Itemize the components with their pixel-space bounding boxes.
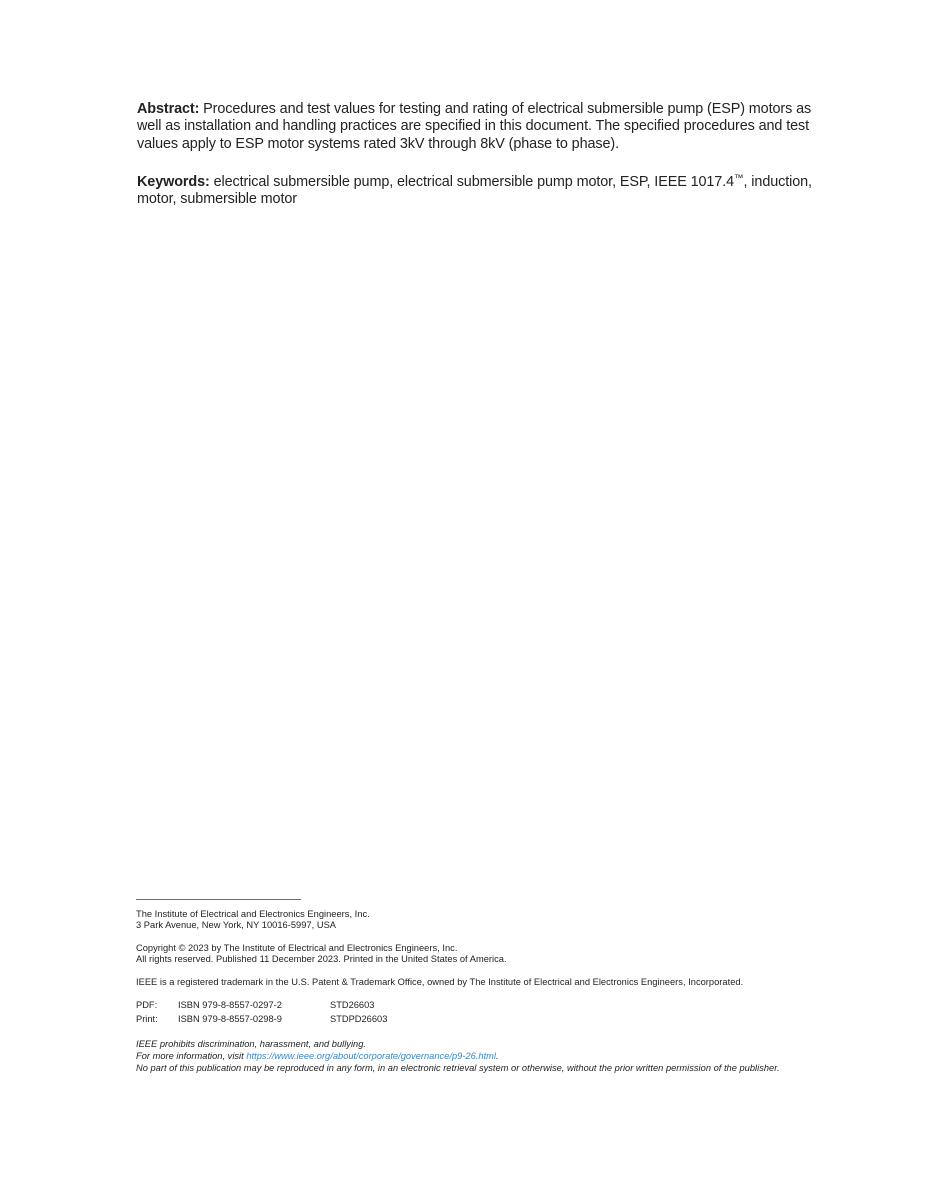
keywords-text-primary: electrical submersible pump, electrical submersible pump motor, ESP, IEEE 1017.4	[209, 173, 735, 190]
isbn-format-label: Print:	[136, 1013, 158, 1024]
legal-notices-block	[136, 1038, 820, 1075]
table-row	[136, 999, 387, 1013]
table-row	[136, 1013, 387, 1027]
std-code: STD26603	[330, 1000, 375, 1011]
colophon-block	[136, 899, 820, 1075]
trademark-icon: ™	[734, 172, 744, 184]
isbn-format-label: PDF:	[136, 1000, 158, 1011]
publisher-address: 3 Park Avenue, New York, NY 10016-5997, USA	[136, 920, 337, 931]
abstract-keywords-block	[137, 101, 815, 208]
trademark-notice: IEEE is a registered trademark in the U.S. Patent & Trademark Office, owned by The Institute of Electrical and Electronics Engineers, Incorporated.	[136, 976, 744, 987]
nondiscrimination-notice: IEEE prohibits discrimination, harassment, and bullying.	[136, 1039, 366, 1050]
more-information-prefix: For more information, visit	[136, 1051, 247, 1062]
isbn-table	[136, 999, 387, 1026]
copyright-line: Copyright © 2023 by The Institute of Electrical and Electronics Engineers, Inc.	[136, 942, 458, 953]
reproduction-notice: No part of this publication may be reproduced in any form, in an electronic retrieval system or otherwise, without the prior written permission of the publisher.	[136, 1063, 780, 1074]
footnote-separator-rule	[136, 899, 301, 900]
rights-reserved-line: All rights reserved. Published 11 December 2023. Printed in the United States of America.	[136, 954, 507, 965]
keywords-text-secondary: , induction, motor, submersible motor	[137, 173, 812, 208]
more-information-suffix: .	[496, 1051, 499, 1062]
abstract-text: Procedures and test values for testing and rating of electrical submersible pump (ESP) motors as well as installation and handling practices are specified in this document. The specified procedures and test values apply to ESP motor systems rated 3kV through 8kV (phase to phase).	[137, 101, 812, 152]
isbn-number: ISBN 979-8-8557-0297-2	[178, 1000, 282, 1011]
governance-policy-link[interactable]: https://www.ieee.org/about/corporate/governance/p9-26.html	[246, 1051, 497, 1062]
keywords-paragraph	[137, 170, 815, 209]
more-information-line	[136, 1050, 820, 1062]
keywords-label: Keywords:	[137, 173, 210, 190]
abstract-paragraph	[137, 101, 815, 153]
std-code: STDPD26603	[330, 1013, 388, 1024]
publisher-name: The Institute of Electrical and Electronics Engineers, Inc.	[136, 909, 370, 919]
abstract-label: Abstract:	[137, 101, 200, 117]
isbn-number: ISBN 979-8-8557-0298-9	[178, 1013, 282, 1024]
